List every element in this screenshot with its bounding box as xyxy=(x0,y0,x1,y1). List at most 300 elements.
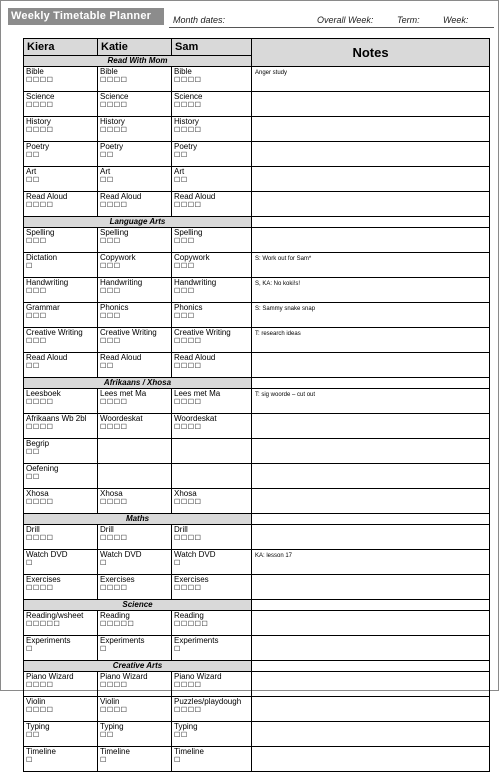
checkbox-group[interactable]: ☐☐☐☐ xyxy=(174,77,202,84)
subject-label: Typing xyxy=(174,722,198,731)
subject-row xyxy=(24,636,490,661)
checkbox-group[interactable]: ☐☐☐☐ xyxy=(26,399,54,406)
notes-cell[interactable] xyxy=(252,672,490,697)
subject-label: Handwriting xyxy=(174,278,217,287)
section-row xyxy=(24,514,490,525)
subject-cell[interactable] xyxy=(24,167,98,192)
subject-label: Poetry xyxy=(100,142,124,151)
subject-cell[interactable] xyxy=(98,697,172,722)
subject-label: Science xyxy=(174,92,203,101)
subject-label: Poetry xyxy=(26,142,50,151)
subject-label: Creative Writing xyxy=(100,328,157,337)
subject-label xyxy=(100,464,169,474)
subject-label: Copywork xyxy=(174,253,210,262)
notes-cell[interactable]: T: research ideas xyxy=(252,328,490,353)
subject-cell[interactable] xyxy=(24,228,98,253)
checkbox-group[interactable]: ☐☐☐☐ xyxy=(100,707,128,714)
checkbox-group[interactable]: ☐☐☐ xyxy=(100,288,121,295)
subject-label: Copywork xyxy=(100,253,136,262)
subject-cell[interactable] xyxy=(172,353,252,378)
checkbox-group[interactable]: ☐☐☐☐ xyxy=(26,127,54,134)
section-heading: Afrikaans / Xhosa xyxy=(24,378,252,389)
subject-cell[interactable] xyxy=(24,747,98,772)
subject-cell[interactable] xyxy=(98,117,172,142)
checkbox-group[interactable]: ☐☐☐☐ xyxy=(174,202,202,209)
subject-cell[interactable] xyxy=(98,67,172,92)
subject-cell[interactable] xyxy=(172,550,252,575)
subject-cell[interactable] xyxy=(172,414,252,439)
checkbox-group[interactable]: ☐☐☐☐ xyxy=(174,363,202,370)
subject-cell[interactable] xyxy=(172,672,252,697)
notes-header: Notes xyxy=(252,39,490,67)
subject-cell[interactable] xyxy=(24,489,98,514)
subject-cell[interactable] xyxy=(172,117,252,142)
subject-label: Drill xyxy=(100,525,114,534)
subject-cell[interactable] xyxy=(24,117,98,142)
subject-cell[interactable] xyxy=(172,328,252,353)
checkbox-group[interactable]: ☐☐☐☐ xyxy=(100,202,128,209)
subject-label: Read Aloud xyxy=(26,353,68,362)
checkbox-group[interactable]: ☐☐☐☐ xyxy=(100,499,128,506)
checkbox-group[interactable]: ☐☐☐☐ xyxy=(100,424,128,431)
checkbox-group[interactable]: ☐☐☐☐ xyxy=(174,424,202,431)
subject-row xyxy=(24,525,490,550)
subject-label: Lees met Ma xyxy=(100,389,147,398)
overall-week-label: Overall Week: xyxy=(317,15,374,25)
checkbox-group[interactable]: ☐☐ xyxy=(174,732,188,739)
checkbox-group[interactable]: ☐☐☐☐ xyxy=(26,202,54,209)
subject-cell[interactable] xyxy=(172,489,252,514)
notes-cell[interactable] xyxy=(252,722,490,747)
subject-cell[interactable] xyxy=(98,672,172,697)
subject-label: Phonics xyxy=(174,303,203,312)
checkbox-group[interactable]: ☐☐☐ xyxy=(100,313,121,320)
subject-cell[interactable] xyxy=(24,414,98,439)
page-header xyxy=(5,5,495,27)
subject-row xyxy=(24,278,490,303)
subject-row xyxy=(24,253,490,278)
checkbox-group[interactable]: ☐☐☐☐ xyxy=(26,682,54,689)
checkbox-group[interactable]: ☐☐☐☐ xyxy=(26,77,54,84)
subject-label: Read Aloud xyxy=(174,192,216,201)
subject-row xyxy=(24,228,490,253)
subject-row xyxy=(24,353,490,378)
subject-label: History xyxy=(26,117,51,126)
subject-cell[interactable] xyxy=(24,303,98,328)
subject-cell[interactable] xyxy=(172,167,252,192)
notes-cell[interactable] xyxy=(252,92,490,117)
subject-cell[interactable] xyxy=(98,439,172,464)
subject-label: Spelling xyxy=(100,228,129,237)
checkbox-group[interactable]: ☐☐☐☐ xyxy=(100,535,128,542)
notes-cell[interactable] xyxy=(252,353,490,378)
notes-cell[interactable]: KA: lesson 17 xyxy=(252,550,490,575)
checkbox-group[interactable]: ☐☐☐☐ xyxy=(174,499,202,506)
notes-cell[interactable] xyxy=(252,378,490,389)
subject-label: Typing xyxy=(26,722,50,731)
subject-label: Handwriting xyxy=(100,278,143,287)
subject-label: Piano Wizard xyxy=(26,672,74,681)
subject-cell[interactable] xyxy=(24,67,98,92)
subject-label: Bible xyxy=(174,67,192,76)
notes-cell[interactable]: S: Sammy snake snap xyxy=(252,303,490,328)
notes-cell[interactable] xyxy=(252,464,490,489)
notes-cell[interactable] xyxy=(252,217,490,228)
subject-row xyxy=(24,439,490,464)
checkbox-group[interactable]: ☐☐☐☐☐ xyxy=(174,621,209,628)
checkbox-group[interactable]: ☐☐☐☐☐ xyxy=(26,621,61,628)
notes-cell[interactable] xyxy=(252,439,490,464)
subject-cell[interactable] xyxy=(172,611,252,636)
subject-label: Handwriting xyxy=(26,278,69,287)
checkbox-group[interactable]: ☐☐ xyxy=(26,177,40,184)
subject-label: Drill xyxy=(26,525,40,534)
subject-row xyxy=(24,389,490,414)
subject-cell[interactable] xyxy=(98,389,172,414)
column-header-sam: Sam xyxy=(172,39,252,56)
subject-row xyxy=(24,67,490,92)
subject-cell[interactable] xyxy=(172,228,252,253)
checkbox-group[interactable]: ☐☐☐☐ xyxy=(100,102,128,109)
notes-cell[interactable]: S: Work out for Sam* xyxy=(252,253,490,278)
subject-label: Leesboek xyxy=(26,389,61,398)
notes-cell[interactable]: Anger study xyxy=(252,67,490,92)
checkbox-group[interactable]: ☐☐☐☐ xyxy=(174,707,202,714)
section-row xyxy=(24,217,490,228)
subject-cell[interactable] xyxy=(172,464,252,489)
notes-cell[interactable] xyxy=(252,611,490,636)
week-label: Week: xyxy=(443,15,469,25)
checkbox-group[interactable]: ☐☐ xyxy=(174,177,188,184)
subject-label: Puzzles/playdough xyxy=(174,697,242,706)
subject-cell[interactable] xyxy=(24,192,98,217)
checkbox-group[interactable]: ☐☐☐☐ xyxy=(174,585,202,592)
subject-label: Phonics xyxy=(100,303,129,312)
checkbox-group[interactable]: ☐☐☐ xyxy=(26,338,47,345)
subject-label: Experiments xyxy=(100,636,145,645)
subject-label: Oefening xyxy=(26,464,59,473)
section-heading: Creative Arts xyxy=(24,661,252,672)
checkbox-group[interactable]: ☐☐☐ xyxy=(174,263,195,270)
subject-label xyxy=(100,439,169,449)
checkbox-group[interactable]: ☐ xyxy=(174,757,181,764)
subject-cell[interactable] xyxy=(98,142,172,167)
subject-label: Watch DVD xyxy=(26,550,68,559)
notes-cell[interactable] xyxy=(252,489,490,514)
checkbox-group[interactable]: ☐☐☐☐ xyxy=(26,102,54,109)
notes-cell[interactable] xyxy=(252,117,490,142)
checkbox-group[interactable]: ☐☐☐☐ xyxy=(100,585,128,592)
checkbox-group[interactable]: ☐☐☐☐ xyxy=(26,585,54,592)
subject-cell[interactable] xyxy=(98,353,172,378)
subject-label: Read Aloud xyxy=(26,192,68,201)
subject-cell[interactable] xyxy=(24,92,98,117)
subject-cell[interactable] xyxy=(172,303,252,328)
checkbox-group[interactable]: ☐ xyxy=(26,757,33,764)
checkbox-group[interactable]: ☐☐☐☐ xyxy=(26,424,54,431)
checkbox-group[interactable]: ☐☐☐ xyxy=(26,288,47,295)
subject-cell[interactable] xyxy=(24,278,98,303)
subject-cell[interactable] xyxy=(98,92,172,117)
subject-label: Xhosa xyxy=(26,489,49,498)
checkbox-group[interactable]: ☐☐ xyxy=(26,449,40,456)
checkbox-group[interactable]: ☐☐☐☐ xyxy=(174,535,202,542)
subject-cell[interactable] xyxy=(98,722,172,747)
checkbox-group[interactable]: ☐☐ xyxy=(26,732,40,739)
subject-row xyxy=(24,303,490,328)
checkbox-group[interactable]: ☐☐☐ xyxy=(26,313,47,320)
subject-label: Woordeskat xyxy=(174,414,217,423)
subject-label: Creative Writing xyxy=(26,328,83,337)
subject-cell[interactable] xyxy=(24,525,98,550)
subject-label: Afrikaans Wb 2bl xyxy=(26,414,87,423)
checkbox-group[interactable]: ☐☐ xyxy=(26,152,40,159)
subject-row xyxy=(24,747,490,772)
subject-label xyxy=(174,464,249,474)
subject-label xyxy=(174,439,249,449)
subject-cell[interactable] xyxy=(98,228,172,253)
subject-label: Exercises xyxy=(26,575,61,584)
notes-cell[interactable] xyxy=(252,142,490,167)
subject-label: Exercises xyxy=(100,575,135,584)
subject-row xyxy=(24,328,490,353)
section-heading: Maths xyxy=(24,514,252,525)
checkbox-group[interactable]: ☐☐☐☐ xyxy=(174,127,202,134)
subject-cell[interactable] xyxy=(24,575,98,600)
subject-row xyxy=(24,92,490,117)
checkbox-group[interactable]: ☐☐☐☐ xyxy=(26,707,54,714)
column-header-katie: Katie xyxy=(98,39,172,56)
subject-label: Piano Wizard xyxy=(100,672,148,681)
checkbox-group[interactable]: ☐ xyxy=(100,560,107,567)
notes-cell[interactable] xyxy=(252,636,490,661)
subject-cell[interactable] xyxy=(98,636,172,661)
subject-label: Read Aloud xyxy=(174,353,216,362)
subject-cell[interactable] xyxy=(172,697,252,722)
subject-label: History xyxy=(174,117,199,126)
subject-cell[interactable] xyxy=(172,722,252,747)
checkbox-group[interactable] xyxy=(100,449,169,457)
notes-cell[interactable] xyxy=(252,661,490,672)
subject-cell[interactable] xyxy=(24,722,98,747)
checkbox-group[interactable]: ☐☐☐ xyxy=(26,238,47,245)
subject-label: History xyxy=(100,117,125,126)
subject-cell[interactable] xyxy=(24,672,98,697)
checkbox-group[interactable]: ☐☐☐☐ xyxy=(26,499,54,506)
subject-cell[interactable] xyxy=(172,747,252,772)
subject-row xyxy=(24,575,490,600)
subject-cell[interactable] xyxy=(98,747,172,772)
subject-row xyxy=(24,489,490,514)
subject-label: Spelling xyxy=(174,228,203,237)
subject-cell[interactable] xyxy=(98,550,172,575)
subject-label: Science xyxy=(26,92,55,101)
notes-cell[interactable] xyxy=(252,747,490,772)
planner-title: Weekly Timetable Planner xyxy=(8,8,164,25)
section-heading: Language Arts xyxy=(24,217,252,228)
notes-cell[interactable] xyxy=(252,192,490,217)
checkbox-group[interactable] xyxy=(174,449,249,457)
subject-cell[interactable] xyxy=(24,697,98,722)
subject-label: Piano Wizard xyxy=(174,672,222,681)
checkbox-group[interactable]: ☐ xyxy=(100,646,107,653)
checkbox-group[interactable]: ☐☐☐☐ xyxy=(100,682,128,689)
subject-label: Dictation xyxy=(26,253,58,262)
header-rule xyxy=(169,27,494,28)
subject-cell[interactable] xyxy=(172,92,252,117)
subject-row xyxy=(24,672,490,697)
subject-label: Xhosa xyxy=(100,489,123,498)
subject-cell[interactable] xyxy=(98,167,172,192)
checkbox-group[interactable]: ☐☐☐ xyxy=(100,263,121,270)
subject-cell[interactable] xyxy=(98,464,172,489)
notes-cell[interactable] xyxy=(252,697,490,722)
checkbox-group[interactable]: ☐☐☐ xyxy=(174,238,195,245)
subject-cell[interactable] xyxy=(172,67,252,92)
subject-cell[interactable] xyxy=(98,489,172,514)
checkbox-group[interactable]: ☐ xyxy=(26,560,33,567)
checkbox-group[interactable]: ☐☐☐☐ xyxy=(100,399,128,406)
checkbox-group[interactable] xyxy=(100,474,169,482)
subject-cell[interactable] xyxy=(98,611,172,636)
subject-row xyxy=(24,722,490,747)
subject-row xyxy=(24,550,490,575)
notes-cell[interactable] xyxy=(252,600,490,611)
subject-label: Bible xyxy=(26,67,44,76)
section-row xyxy=(24,378,490,389)
subject-cell[interactable] xyxy=(24,389,98,414)
subject-cell[interactable] xyxy=(98,253,172,278)
subject-cell[interactable] xyxy=(24,636,98,661)
subject-cell[interactable] xyxy=(172,192,252,217)
checkbox-group[interactable]: ☐☐☐ xyxy=(100,238,121,245)
checkbox-group[interactable]: ☐☐ xyxy=(100,177,114,184)
subject-label: Violin xyxy=(26,697,46,706)
subject-cell[interactable] xyxy=(172,278,252,303)
subject-label: Timeline xyxy=(174,747,204,756)
subject-cell[interactable] xyxy=(172,253,252,278)
month-dates-label: Month dates: xyxy=(173,15,226,25)
subject-label: Xhosa xyxy=(174,489,197,498)
checkbox-group[interactable]: ☐☐☐ xyxy=(174,313,195,320)
checkbox-group[interactable]: ☐☐☐☐ xyxy=(26,535,54,542)
checkbox-group[interactable]: ☐☐☐☐ xyxy=(100,127,128,134)
notes-cell[interactable] xyxy=(252,414,490,439)
term-label: Term: xyxy=(397,15,420,25)
subject-cell[interactable] xyxy=(98,328,172,353)
subject-cell[interactable] xyxy=(24,142,98,167)
subject-label: Spelling xyxy=(26,228,55,237)
checkbox-group[interactable]: ☐☐ xyxy=(26,363,40,370)
subject-row xyxy=(24,117,490,142)
subject-label: Reading/wsheet xyxy=(26,611,84,620)
subject-label: Watch DVD xyxy=(174,550,216,559)
subject-cell[interactable] xyxy=(172,439,252,464)
checkbox-group[interactable]: ☐☐ xyxy=(100,152,114,159)
subject-cell[interactable] xyxy=(98,303,172,328)
subject-cell[interactable] xyxy=(172,389,252,414)
subject-cell[interactable] xyxy=(172,525,252,550)
subject-label: Drill xyxy=(174,525,188,534)
subject-cell[interactable] xyxy=(24,328,98,353)
subject-label: Timeline xyxy=(100,747,130,756)
subject-row xyxy=(24,464,490,489)
checkbox-group[interactable]: ☐☐☐ xyxy=(174,288,195,295)
notes-cell[interactable]: T: sig woorde – cut out xyxy=(252,389,490,414)
subject-label: Watch DVD xyxy=(100,550,142,559)
checkbox-group[interactable]: ☐☐☐☐ xyxy=(174,338,202,345)
notes-cell[interactable] xyxy=(252,514,490,525)
subject-label: Timeline xyxy=(26,747,56,756)
checkbox-group[interactable]: ☐☐ xyxy=(26,474,40,481)
subject-cell[interactable] xyxy=(24,253,98,278)
subject-cell[interactable] xyxy=(98,192,172,217)
checkbox-group[interactable]: ☐☐ xyxy=(174,152,188,159)
subject-label: Read Aloud xyxy=(100,192,142,201)
subject-row xyxy=(24,142,490,167)
subject-label: Begrip xyxy=(26,439,50,448)
checkbox-group[interactable]: ☐☐ xyxy=(100,732,114,739)
checkbox-group[interactable]: ☐ xyxy=(100,757,107,764)
subject-label: Woordeskat xyxy=(100,414,143,423)
subject-label: Grammar xyxy=(26,303,60,312)
subject-row xyxy=(24,697,490,722)
section-heading: Science xyxy=(24,600,252,611)
subject-cell[interactable] xyxy=(24,464,98,489)
checkbox-group[interactable]: ☐☐☐☐ xyxy=(174,399,202,406)
subject-cell[interactable] xyxy=(98,278,172,303)
checkbox-group[interactable]: ☐☐☐ xyxy=(100,338,121,345)
column-header-kiera: Kiera xyxy=(24,39,98,56)
timetable-grid xyxy=(23,38,490,772)
notes-cell[interactable] xyxy=(252,525,490,550)
checkbox-group[interactable]: ☐ xyxy=(26,646,33,653)
subject-cell[interactable] xyxy=(24,611,98,636)
checkbox-group[interactable]: ☐ xyxy=(174,560,181,567)
subject-cell[interactable] xyxy=(24,353,98,378)
subject-label: Reading xyxy=(174,611,204,620)
checkbox-group[interactable]: ☐ xyxy=(26,263,33,270)
subject-label: Exercises xyxy=(174,575,209,584)
checkbox-group[interactable]: ☐☐☐☐ xyxy=(174,682,202,689)
notes-cell[interactable]: S, KA: No koki!s! xyxy=(252,278,490,303)
checkbox-group[interactable] xyxy=(174,474,249,482)
subject-row xyxy=(24,192,490,217)
subject-label: Reading xyxy=(100,611,130,620)
subject-cell[interactable] xyxy=(98,414,172,439)
subject-label: Art xyxy=(26,167,37,176)
notes-cell[interactable] xyxy=(252,167,490,192)
subject-cell[interactable] xyxy=(24,439,98,464)
checkbox-group[interactable]: ☐☐ xyxy=(100,363,114,370)
subject-cell[interactable] xyxy=(24,550,98,575)
checkbox-group[interactable]: ☐☐☐☐ xyxy=(100,77,128,84)
checkbox-group[interactable]: ☐☐☐☐ xyxy=(174,102,202,109)
subject-cell[interactable] xyxy=(172,636,252,661)
notes-cell[interactable] xyxy=(252,575,490,600)
subject-cell[interactable] xyxy=(172,575,252,600)
checkbox-group[interactable]: ☐ xyxy=(174,646,181,653)
subject-cell[interactable] xyxy=(172,142,252,167)
notes-cell[interactable] xyxy=(252,228,490,253)
subject-cell[interactable] xyxy=(98,575,172,600)
checkbox-group[interactable]: ☐☐☐☐☐ xyxy=(100,621,135,628)
subject-row xyxy=(24,167,490,192)
subject-label: Art xyxy=(100,167,111,176)
subject-label: Bible xyxy=(100,67,118,76)
subject-cell[interactable] xyxy=(98,525,172,550)
section-row xyxy=(24,661,490,672)
